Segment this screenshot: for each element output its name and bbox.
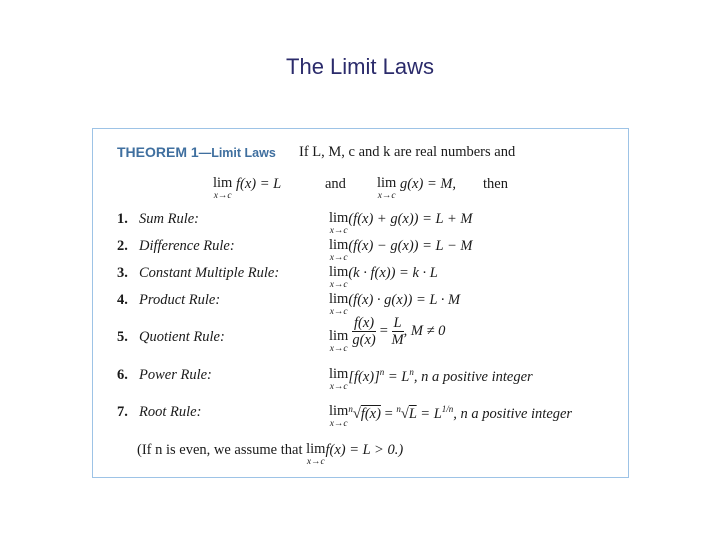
rule-number: 6. <box>117 367 128 383</box>
hypothesis-f: lim x→c f(x) = L <box>213 175 282 201</box>
slide-title: The Limit Laws <box>286 54 434 79</box>
rule-name: Constant Multiple Rule: <box>139 265 280 281</box>
rule-number: 3. <box>117 265 128 281</box>
rule-formula: lim x→c (k · f(x)) = k · L <box>329 264 438 290</box>
then-word: then <box>483 176 508 192</box>
rule-formula: lim x→c $\frac{f(x)}{g(x)}$ = $\frac{L}{M}$ , M ≠ 0 <box>329 315 446 354</box>
rule-name: Root Rule: <box>139 404 202 420</box>
and-word: and <box>325 176 346 192</box>
rule-name: Power Rule: <box>139 367 212 383</box>
lim-operator: lim x→c <box>213 175 233 201</box>
fraction: $\frac{L}{M}$ <box>391 315 404 348</box>
theorem-name: Limit Laws <box>211 146 276 160</box>
fraction: $\frac{f(x)}{g(x)}$ <box>352 315 376 348</box>
footnote: (If n is even, we assume that lim x→c f(x) = L > 0.) <box>137 441 404 467</box>
hypothesis-g: lim x→c g(x) = M, <box>377 175 457 201</box>
rule-name: Difference Rule: <box>139 238 235 254</box>
rule-number: 5. <box>117 329 128 345</box>
theorem-label: THEOREM 1 <box>117 144 199 160</box>
rule-formula: lim x→c $[f(x)]^n = L^n$, n a positive integer <box>329 366 533 392</box>
theorem-intro: If L, M, c and k are real numbers and <box>299 144 516 160</box>
rule-number: 7. <box>117 404 128 420</box>
theorem-box <box>92 128 629 478</box>
rule-formula: lim x→c (f(x) · g(x)) = L · M <box>329 291 461 317</box>
rule-number: 4. <box>117 292 128 308</box>
radical-sign: √ <box>352 405 361 422</box>
rule-name: Quotient Rule: <box>139 329 225 345</box>
rule-formula: lim x→c (f(x) + g(x)) = L + M <box>329 210 473 236</box>
lim-operator: lim x→c <box>377 175 397 201</box>
rule-formula: lim x→c $^n√f(x) = ^n√L = L^{1/n}$, n a positive integer <box>329 403 573 429</box>
rule-formula: lim x→c (f(x) − g(x)) = L − M <box>329 237 473 263</box>
theorem-heading <box>117 144 276 160</box>
rule-name: Product Rule: <box>139 292 221 308</box>
rule-number: 2. <box>117 238 128 254</box>
radical-sign: √ <box>400 405 409 422</box>
rule-number: 1. <box>117 211 128 227</box>
rule-name: Sum Rule: <box>139 211 199 227</box>
theorem-dash: — <box>198 146 212 160</box>
